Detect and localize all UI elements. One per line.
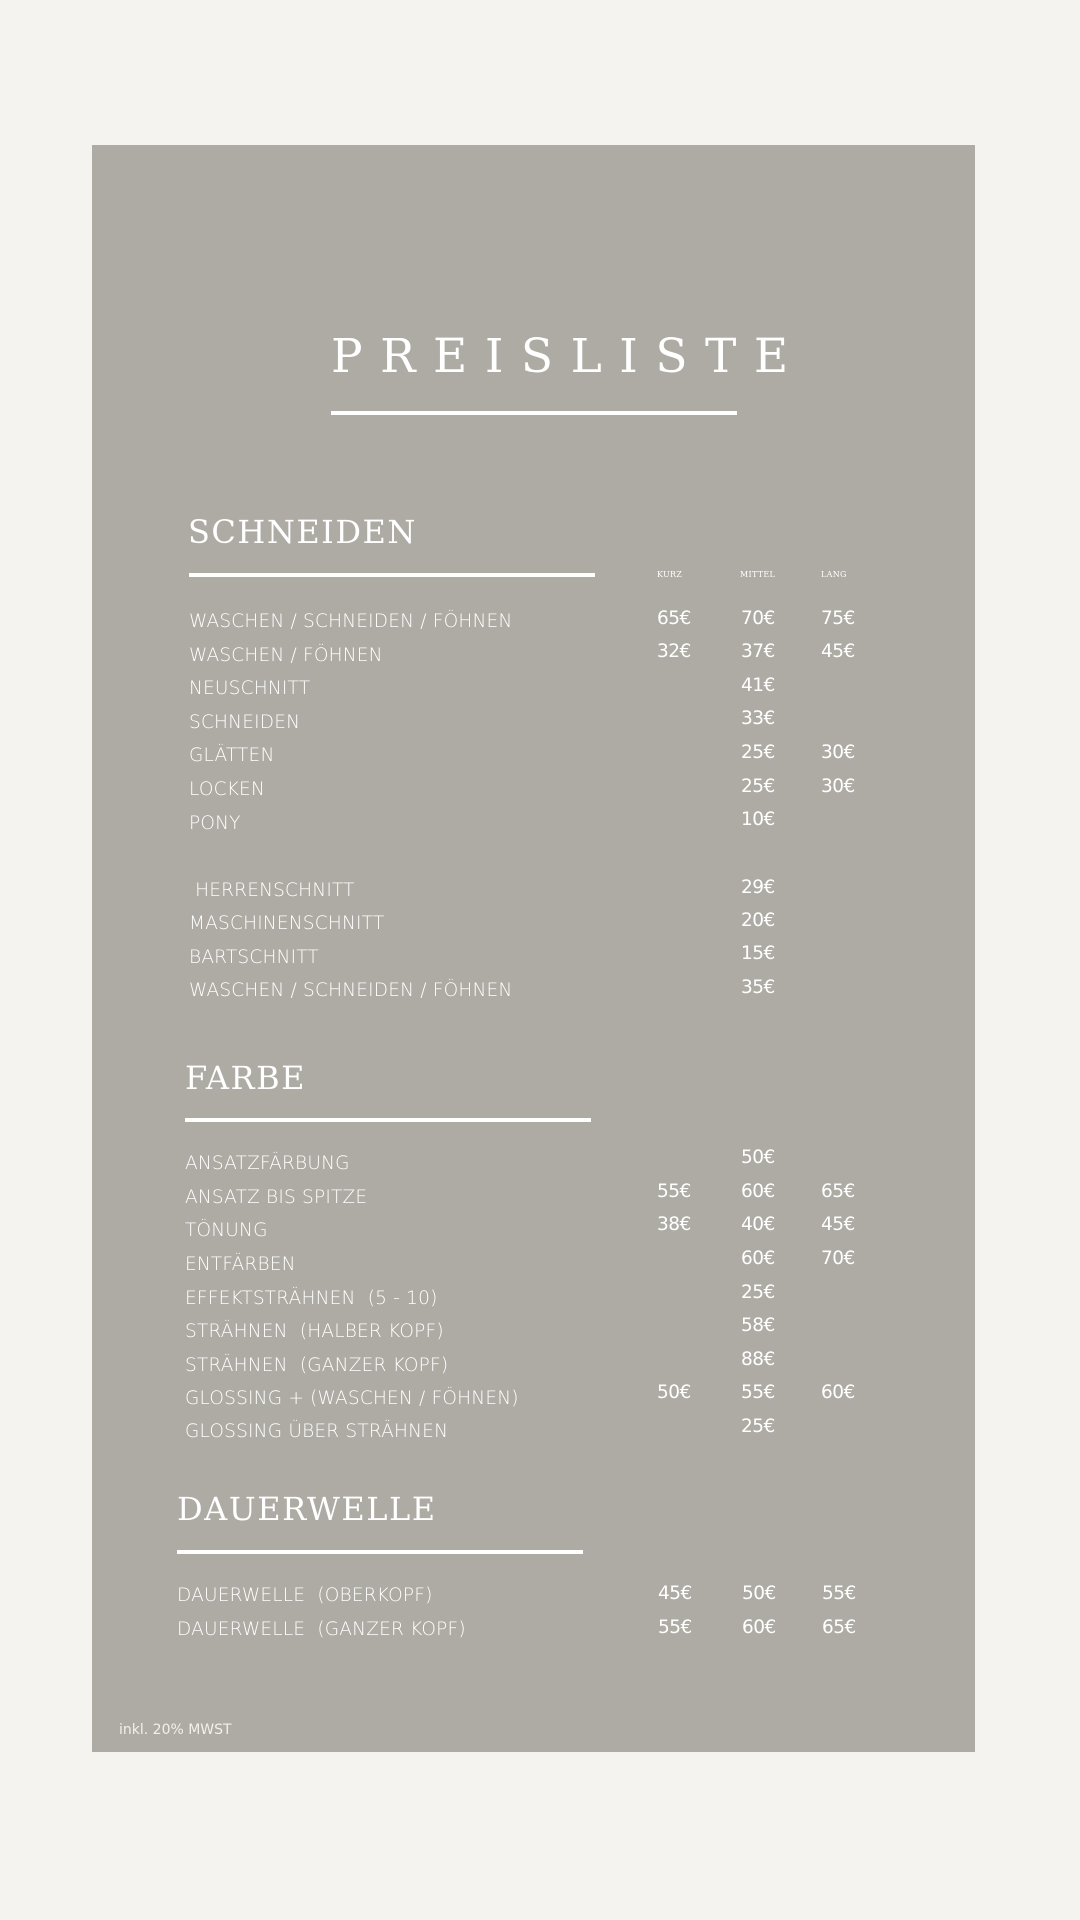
section-underline-schneiden xyxy=(189,573,595,577)
price-mittel: 88€ xyxy=(741,1349,775,1370)
price-kurz: 38€ xyxy=(657,1214,691,1235)
list-item-label: NEUSCHNITT xyxy=(189,678,311,699)
list-item-label: GLÄTTEN xyxy=(189,745,275,766)
section-heading-schneiden: SCHNEIDEN xyxy=(188,513,417,551)
price-mittel: 25€ xyxy=(741,742,775,763)
price-lang: 60€ xyxy=(821,1382,855,1403)
price-lang: 45€ xyxy=(821,1214,855,1235)
list-item-label: TÖNUNG xyxy=(185,1220,268,1241)
price-mittel: 37€ xyxy=(741,641,775,662)
price-lang: 65€ xyxy=(821,1181,855,1202)
price-lang: 30€ xyxy=(821,776,855,797)
list-item-label: MASCHINENSCHNITT xyxy=(189,913,385,934)
price-mittel: 15€ xyxy=(741,943,775,964)
section-underline-farbe xyxy=(185,1118,591,1122)
price-mittel: 33€ xyxy=(741,708,775,729)
price-lang: 45€ xyxy=(821,641,855,662)
price-mittel: 50€ xyxy=(741,1147,775,1168)
list-item-label: GLOSSING ÜBER STRÄHNEN xyxy=(185,1421,449,1442)
list-item-label: GLOSSING + (WASCHEN / FÖHNEN) xyxy=(185,1388,519,1409)
price-kurz: 32€ xyxy=(657,641,691,662)
price-mittel: 25€ xyxy=(741,776,775,797)
price-kurz: 50€ xyxy=(657,1382,691,1403)
list-item-label: ANSATZFÄRBUNG xyxy=(185,1153,350,1174)
price-lang: 30€ xyxy=(821,742,855,763)
list-item-label: WASCHEN / FÖHNEN xyxy=(189,645,383,666)
list-item-label: SCHNEIDEN xyxy=(189,712,301,733)
price-kurz: 45€ xyxy=(658,1583,692,1604)
list-item-label: DAUERWELLE (OBERKOPF) xyxy=(177,1585,433,1606)
section-heading-farbe: FARBE xyxy=(185,1059,306,1097)
list-item-label: WASCHEN / SCHNEIDEN / FÖHNEN xyxy=(189,611,513,632)
page-title: PREISLISTE xyxy=(331,329,806,384)
list-item-label: PONY xyxy=(189,813,241,834)
vat-note: inkl. 20% MWST xyxy=(119,1722,232,1738)
price-kurz: 65€ xyxy=(657,608,691,629)
price-mittel: 29€ xyxy=(741,877,775,898)
list-item-label: ENTFÄRBEN xyxy=(185,1254,296,1275)
list-item-label: HERRENSCHNITT xyxy=(189,880,355,901)
title-underline xyxy=(331,411,737,415)
price-mittel: 70€ xyxy=(741,608,775,629)
section-underline-dauerwelle xyxy=(177,1550,583,1554)
section-heading-dauerwelle: DAUERWELLE xyxy=(177,1490,437,1528)
list-item-label: DAUERWELLE (GANZER KOPF) xyxy=(177,1619,466,1640)
price-mittel: 35€ xyxy=(741,977,775,998)
price-mittel: 50€ xyxy=(742,1583,776,1604)
price-lang: 55€ xyxy=(822,1583,856,1604)
price-kurz: 55€ xyxy=(657,1181,691,1202)
price-lang: 75€ xyxy=(821,608,855,629)
price-mittel: 20€ xyxy=(741,910,775,931)
price-mittel: 60€ xyxy=(741,1181,775,1202)
list-item-label: EFFEKTSTRÄHNEN (5 - 10) xyxy=(185,1288,438,1309)
price-mittel: 25€ xyxy=(741,1416,775,1437)
price-kurz: 55€ xyxy=(658,1617,692,1638)
column-header-mittel: MITTEL xyxy=(740,570,776,579)
price-mittel: 25€ xyxy=(741,1282,775,1303)
price-mittel: 60€ xyxy=(742,1617,776,1638)
price-mittel: 60€ xyxy=(741,1248,775,1269)
column-header-lang: LANG xyxy=(821,570,847,579)
list-item-label: STRÄHNEN (GANZER KOPF) xyxy=(185,1355,449,1376)
list-item-label: LOCKEN xyxy=(189,779,265,800)
list-item-label: STRÄHNEN (HALBER KOPF) xyxy=(185,1321,444,1342)
price-lang: 65€ xyxy=(822,1617,856,1638)
price-lang: 70€ xyxy=(821,1248,855,1269)
price-mittel: 41€ xyxy=(741,675,775,696)
list-item-label: BARTSCHNITT xyxy=(189,947,319,968)
price-mittel: 40€ xyxy=(741,1214,775,1235)
column-header-kurz: KURZ xyxy=(657,570,683,579)
price-mittel: 10€ xyxy=(741,809,775,830)
price-mittel: 58€ xyxy=(741,1315,775,1336)
list-item-label: ANSATZ BIS SPITZE xyxy=(185,1187,368,1208)
price-mittel: 55€ xyxy=(741,1382,775,1403)
list-item-label: WASCHEN / SCHNEIDEN / FÖHNEN xyxy=(189,980,513,1001)
